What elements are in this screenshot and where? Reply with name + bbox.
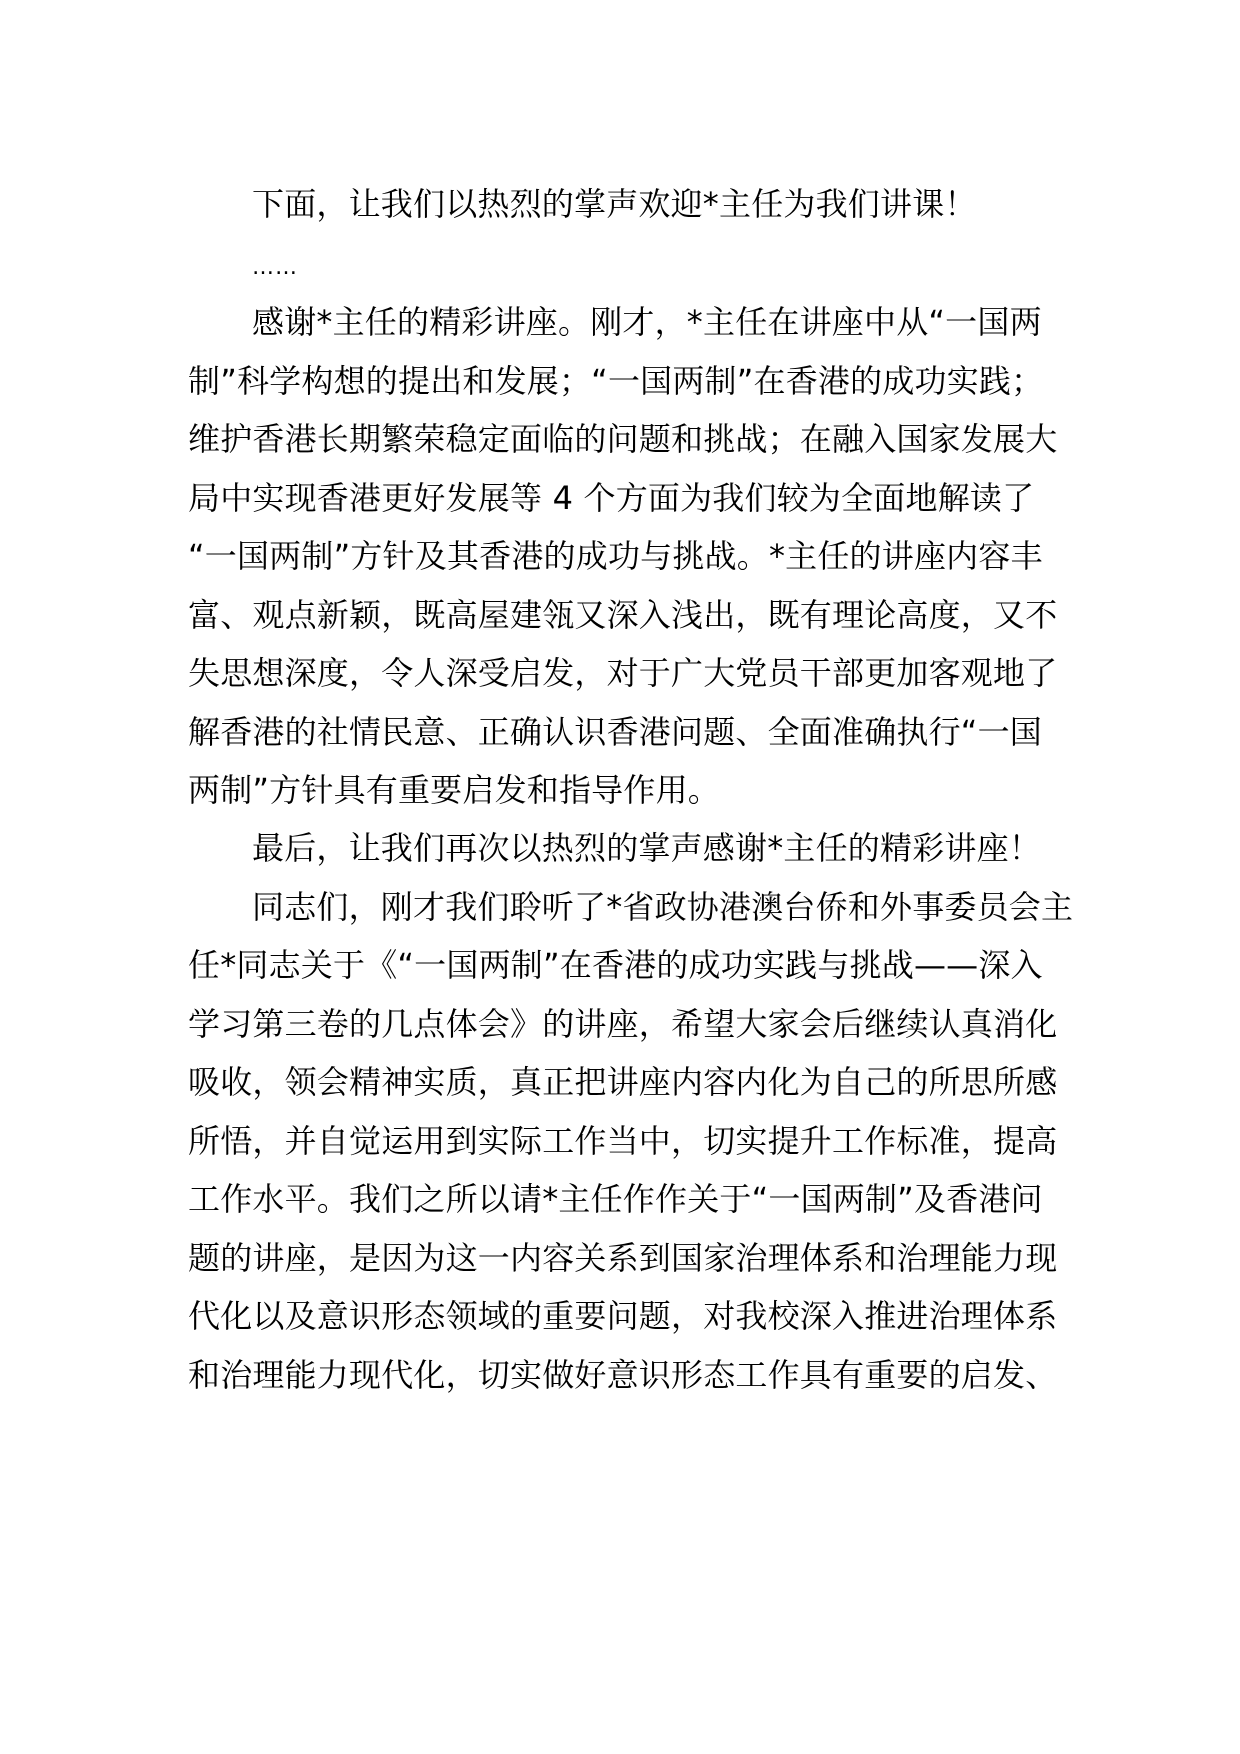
text-line-3: 感谢*主任的精彩讲座。刚才，*主任在讲座中从“一国两	[252, 303, 1042, 341]
text-line-19: 题的讲座，是因为这一内容关系到国家治理体系和治理能力现	[188, 1239, 1058, 1277]
text-line-11: 两制”方针具有重要启发和指导作用。	[188, 771, 720, 809]
text-line-4: 制”科学构想的提出和发展；“一国两制”在香港的成功实践；	[188, 362, 1044, 400]
text-line-15: 学习第三卷的几点体会》的讲座，希望大家会后继续认真消化	[188, 1005, 1058, 1043]
text-line-14: 任*同志关于《“一国两制”在香港的成功实践与挑战——深入	[188, 946, 1043, 984]
text-line-17: 所悟，并自觉运用到实际工作当中，切实提升工作标准，提高	[188, 1122, 1058, 1160]
text-line-12: 最后，让我们再次以热烈的掌声感谢*主任的精彩讲座！	[252, 829, 1042, 867]
text-line-13: 同志们，刚才我们聆听了*省政协港澳台侨和外事委员会主	[252, 888, 1074, 926]
text-line-6: 局中实现香港更好发展等 4 个方面为我们较为全面地解读了	[188, 479, 1035, 517]
text-line-20: 代化以及意识形态领域的重要问题，对我校深入推进治理体系	[188, 1297, 1058, 1335]
text-line-7: “一国两制”方针及其香港的成功与挑战。*主任的讲座内容丰	[188, 537, 1043, 575]
text-line-21: 和治理能力现代化，切实做好意识形态工作具有重要的启发、	[188, 1356, 1058, 1394]
text-line-1: 下面，让我们以热烈的掌声欢迎*主任为我们讲课！	[252, 185, 977, 223]
text-line-16: 吸收，领会精神实质，真正把讲座内容内化为自己的所思所感	[188, 1063, 1058, 1101]
text-line-18: 工作水平。我们之所以请*主任作作关于“一国两制”及香港问	[188, 1180, 1043, 1218]
text-line-10: 解香港的社情民意、正确认识香港问题、全面准确执行“一国	[188, 713, 1042, 751]
ellipsis-line: ……	[252, 255, 298, 280]
text-line-9: 失思想深度，令人深受启发，对于广大党员干部更加客观地了	[188, 654, 1058, 692]
text-line-8: 富、观点新颖，既高屋建瓴又深入浅出，既有理论高度，又不	[188, 596, 1058, 634]
text-line-5: 维护香港长期繁荣稳定面临的问题和挑战；在融入国家发展大	[188, 420, 1058, 458]
